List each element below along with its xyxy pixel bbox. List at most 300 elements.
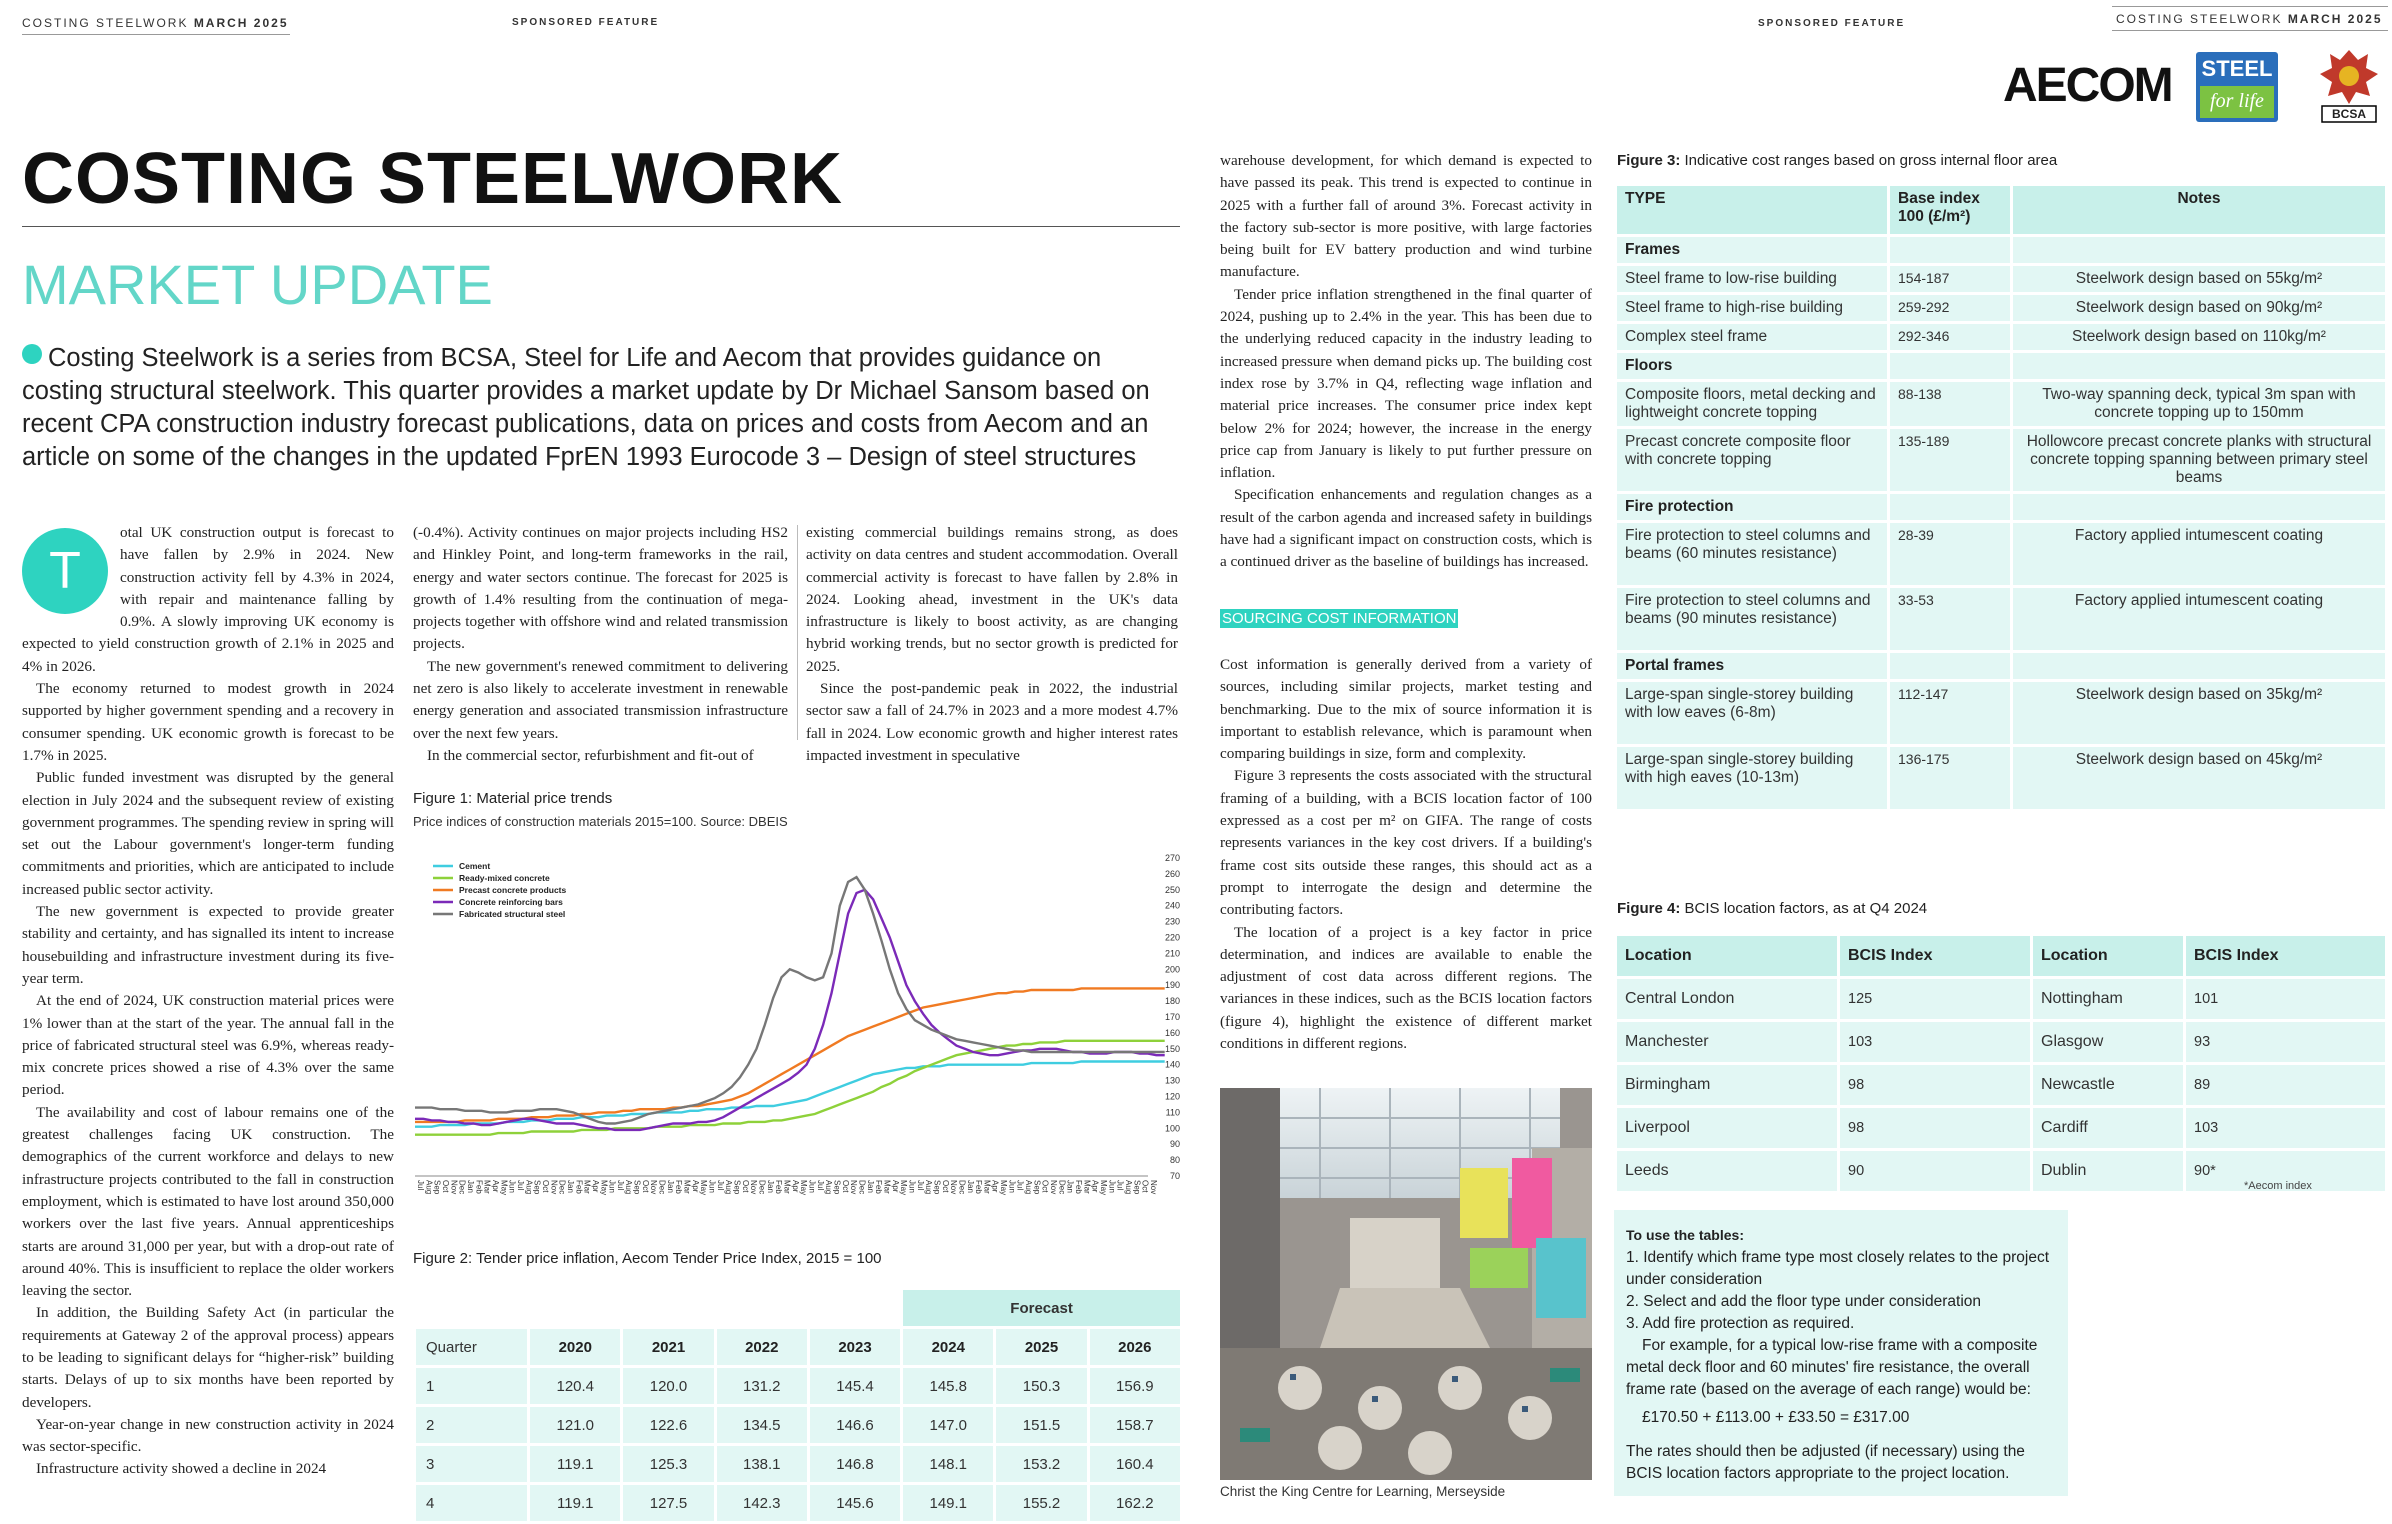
table-cell: 127.5: [623, 1485, 713, 1521]
section-label: Frames: [1617, 237, 1887, 263]
paragraph: Cost information is generally derived from a variety of sources, including similar projects, market testing and benchmarking. Due to the mix of source information it is important to establish relevance, which is paramount when comparing buildings in size, form and complexity.: [1220, 656, 1592, 763]
x-tick-label: Dec: [857, 1180, 867, 1195]
x-tick-label: Nov: [949, 1180, 959, 1195]
x-tick-label: Dec: [1057, 1180, 1067, 1195]
table-header-row: [1617, 936, 2385, 976]
x-tick-label: May: [699, 1180, 709, 1196]
aecom-logo: AECOM: [2003, 59, 2172, 112]
running-header-right: COSTING STEELWORK MARCH 2025: [2116, 12, 2383, 26]
how-to-box: [1614, 1210, 2068, 1496]
table-cell: 119.1: [530, 1446, 620, 1482]
table-cell: Steelwork design based on 55kg/m²: [2013, 266, 2385, 292]
table-cell: 125.3: [623, 1446, 713, 1482]
y-tick-label: 70: [1169, 1171, 1180, 1181]
table-cell: 138.1: [717, 1446, 807, 1482]
section-row: [1617, 653, 2385, 679]
x-tick-label: Oct: [1040, 1180, 1050, 1193]
table-cell: 147.0: [903, 1407, 993, 1443]
running-header-left: COSTING STEELWORK MARCH 2025: [22, 16, 289, 30]
table-cell: 259-292: [1890, 295, 2010, 321]
table-cell: 136-175: [1890, 747, 2010, 809]
x-tick-label: Oct: [440, 1180, 450, 1193]
paragraph: Tender price inflation strengthened in the final quarter of 2024, pushing up to 2.4% in the year. This has been due to the underlying reduced capacity in the industry leading to increased pressure when demand picks up. The building cost index rose by 3.7% in Q4, reflecting wage inflation and material price increases. The consumer price index kept below 2% for 2024; however, the increase in the energy price cap from January is likely to put further pressure on inflation.: [1220, 285, 1592, 482]
x-tick-label: Jun: [707, 1180, 717, 1193]
x-tick-label: May: [499, 1180, 509, 1196]
table-cell: Precast concrete composite floor with concrete topping: [1617, 429, 1887, 491]
x-tick-label: Jan: [965, 1180, 975, 1193]
table-cell: Dublin: [2033, 1151, 2183, 1191]
y-tick-label: 250: [1164, 884, 1180, 895]
table-cell: 162.2: [1090, 1485, 1180, 1521]
x-tick-label: Dec: [657, 1180, 667, 1195]
x-tick-label: Jan: [1065, 1180, 1075, 1193]
table-cell: 131.2: [717, 1368, 807, 1404]
x-tick-label: Oct: [740, 1180, 750, 1193]
forecast-label: Forecast: [903, 1290, 1180, 1326]
x-tick-label: Nov: [749, 1180, 759, 1195]
header-rule: [2112, 30, 2388, 31]
table-cell: Large-span single-storey building with high eaves (10-13m): [1617, 747, 1887, 809]
x-tick-label: Mar: [882, 1180, 892, 1194]
x-tick-label: May: [1099, 1180, 1109, 1196]
body-column-2: [413, 522, 788, 767]
x-tick-label: May: [599, 1180, 609, 1196]
x-tick-label: Oct: [940, 1180, 950, 1193]
table-cell: Steelwork design based on 110kg/m²: [2013, 324, 2385, 350]
table-cell: 2: [416, 1407, 527, 1443]
y-tick-label: 200: [1164, 964, 1180, 975]
table-cell: Factory applied intumescent coating: [2013, 588, 2385, 650]
sponsored-label-left: SPONSORED FEATURE: [512, 17, 660, 28]
paragraph: Since the post-pandemic peak in 2022, the industrial sector saw a fall of 24.7% in 2023 and a more modest 4.7% fall in 2024. Low economic growth and higher interest rates impacted investment in speculative: [806, 680, 1178, 764]
table-cell: Two-way spanning deck, typical 3m span with concrete topping up to 150mm: [2013, 382, 2385, 426]
y-tick-label: 130: [1164, 1075, 1180, 1086]
how-to-title: To use the tables:: [1626, 1227, 1744, 1243]
x-tick-label: Apr: [790, 1180, 800, 1193]
table-cell: 103: [1840, 1022, 2030, 1062]
section-row: [1617, 494, 2385, 520]
x-tick-label: Feb: [974, 1180, 984, 1194]
title-rule: [22, 226, 1180, 227]
table-cell: 4: [416, 1485, 527, 1521]
table-cell: 153.2: [996, 1446, 1086, 1482]
paragraph: In the commercial sector, refurbishment and fit-out of: [427, 746, 754, 764]
paragraph: The new government is expected to provide greater stability and certainty, and has signalled its intent to increase housebuilding and infrastructure investment during its five-year term.: [22, 903, 394, 987]
x-tick-label: Aug: [424, 1180, 434, 1195]
table-row: [1617, 747, 2385, 809]
table-row: [1617, 266, 2385, 292]
paragraph: At the end of 2024, UK construction material prices were 1% lower than at the start of the year. The annual fall in the price of fabricated structural steel was 6.9%, whereas ready-mix concrete prices showed a rise of 4.3% over the same period.: [22, 992, 394, 1099]
x-tick-label: Jul: [1115, 1180, 1125, 1191]
y-tick-label: 140: [1164, 1059, 1180, 1070]
table-cell: 145.6: [810, 1485, 900, 1521]
x-tick-label: Aug: [1024, 1180, 1034, 1195]
table-cell: 93: [2186, 1022, 2385, 1062]
column-header: Base index 100 (£/m²): [1890, 186, 2010, 234]
table-cell: 154-187: [1890, 266, 2010, 292]
table-cell: 120.4: [530, 1368, 620, 1404]
column-header: Location: [2033, 936, 2183, 976]
x-tick-label: Oct: [640, 1180, 650, 1193]
table-cell: Steel frame to high-rise building: [1617, 295, 1887, 321]
paragraph: Infrastructure activity showed a decline in 2024: [36, 1460, 327, 1478]
x-tick-label: Jul: [915, 1180, 925, 1191]
y-tick-label: 220: [1164, 932, 1180, 943]
x-tick-label: Jul: [815, 1180, 825, 1191]
table-row: [1617, 429, 2385, 491]
column-header: 2026: [1090, 1329, 1180, 1365]
table-row: [1617, 1022, 2385, 1062]
paragraph: existing commercial buildings remains strong, as does activity on data centres and student accommodation. Overall commercial activity is forecast to have fallen by 2.8% in 2024. Looking ahead, investment in the UK's data infrastructure is likely to boost activity, as are changing hybrid working trends, but no sector growth is predicted for 2025.: [806, 524, 1178, 675]
y-tick-label: 80: [1169, 1155, 1180, 1166]
x-tick-label: Aug: [724, 1180, 734, 1195]
body-column-1: [22, 522, 394, 1502]
table-cell: 98: [1840, 1065, 2030, 1105]
paragraph: The availability and cost of labour remains one of the greatest challenges facing UK construction. The demographics of the current workforce and delays to new infrastructure projects contributed to the fall in construction employment, which is estimated to have lost around 350,000 workers over the last five years. Annual apprenticeships starts are around 31,000 per year, but with a drop-out rate of around 40%. This is insufficient to replace the older workers leaving the sector.: [22, 1103, 394, 1300]
article-subtitle: MARKET UPDATE: [22, 253, 493, 316]
header-rule: [2112, 6, 2388, 7]
x-tick-label: Sep: [632, 1180, 642, 1195]
table-cell: Newcastle: [2033, 1065, 2183, 1105]
y-tick-label: 270: [1164, 853, 1180, 863]
x-tick-label: Jun: [907, 1180, 917, 1193]
x-tick-label: Jan: [665, 1180, 675, 1193]
table-cell: 3: [416, 1446, 527, 1482]
table-row: [1617, 295, 2385, 321]
table-cell: Steelwork design based on 45kg/m²: [2013, 747, 2385, 809]
y-tick-label: 190: [1164, 980, 1180, 991]
table-cell: 156.9: [1090, 1368, 1180, 1404]
x-tick-label: Sep: [832, 1180, 842, 1195]
how-to-sum: £170.50 + £113.00 + £33.50 = £317.00: [1642, 1409, 1910, 1426]
x-tick-label: Aug: [824, 1180, 834, 1195]
table-cell: Factory applied intumescent coating: [2013, 523, 2385, 585]
table-cell: Fire protection to steel columns and beams (60 minutes resistance): [1617, 523, 1887, 585]
x-tick-label: Nov: [1049, 1180, 1059, 1195]
section-heading-sourcing: SOURCING COST INFORMATION: [1222, 610, 1457, 627]
table-cell: 98: [1840, 1108, 2030, 1148]
article-title: COSTING STEELWORK: [22, 139, 844, 219]
legend-label: Precast concrete products: [459, 885, 567, 895]
x-tick-label: Jun: [507, 1180, 517, 1193]
x-tick-label: Aug: [524, 1180, 534, 1195]
x-tick-label: Dec: [957, 1180, 967, 1195]
x-tick-label: Sep: [732, 1180, 742, 1195]
table-row: [416, 1446, 1180, 1482]
body-column-4: [1220, 150, 1592, 574]
table-cell: Steelwork design based on 35kg/m²: [2013, 682, 2385, 744]
table-cell: 120.0: [623, 1368, 713, 1404]
column-header: Notes: [2013, 186, 2385, 234]
figure3-caption: Figure 3: Indicative cost ranges based on gross internal floor area: [1617, 152, 2058, 169]
column-header: 2022: [717, 1329, 807, 1365]
table-cell: 28-39: [1890, 523, 2010, 585]
body-column-4b: [1220, 654, 1592, 1055]
table-cell: 103: [2186, 1108, 2385, 1148]
column-header: BCIS Index: [1840, 936, 2030, 976]
table-cell: Leeds: [1617, 1151, 1837, 1191]
x-tick-label: Jul: [1015, 1180, 1025, 1191]
legend-label: Fabricated structural steel: [459, 909, 566, 919]
x-tick-label: Mar: [682, 1180, 692, 1194]
table-cell: 142.3: [717, 1485, 807, 1521]
paragraph: The economy returned to modest growth in 2024 supported by higher government spending and a recovery in consumer spending. UK economic growth is forecast to be 1.7% in 2025.: [22, 680, 394, 764]
x-tick-label: Oct: [1140, 1180, 1150, 1193]
x-tick-label: Jan: [465, 1180, 475, 1193]
table-cell: 90: [1840, 1151, 2030, 1191]
tender-price-table: [413, 1287, 1183, 1524]
body-column-3: [806, 522, 1178, 767]
table-cell: Manchester: [1617, 1022, 1837, 1062]
table-row: [1617, 588, 2385, 650]
table-cell: 146.6: [810, 1407, 900, 1443]
table-cell: Glasgow: [2033, 1022, 2183, 1062]
figure2-caption: Figure 2: Tender price inflation, Aecom Tender Price Index, 2015 = 100: [413, 1250, 882, 1267]
x-tick-label: Jan: [865, 1180, 875, 1193]
table-cell: Nottingham: [2033, 979, 2183, 1019]
column-divider: [797, 525, 798, 740]
x-tick-label: Jun: [607, 1180, 617, 1193]
x-tick-label: Sep: [1132, 1180, 1142, 1195]
table-cell: 121.0: [530, 1407, 620, 1443]
table-cell: 160.4: [1090, 1446, 1180, 1482]
legend-label: Cement: [459, 861, 491, 871]
y-tick-label: 240: [1164, 900, 1180, 911]
steel-for-life-logo: STEEL for life: [2196, 52, 2278, 122]
table-cell: 148.1: [903, 1446, 993, 1482]
x-tick-label: Nov: [449, 1180, 459, 1195]
figure4-footnote: *Aecom index: [2244, 1180, 2312, 1192]
table-row: [1617, 523, 2385, 585]
table-cell: 151.5: [996, 1407, 1086, 1443]
article-intro: Costing Steelwork is a series from BCSA, Steel for Life and Aecom that provides guidance on costing structural steelwork. This quarter provides a market update by Dr Michael Sansom based on recent CPA construction industry forecast publications, data on prices and costs from Aecom and an article on some of the changes in the updated FprEN 1993 Eurocode 3 – Design of steel structures: [22, 344, 1150, 471]
how-to-closing: The rates should then be adjusted (if necessary) using the BCIS location factors appropriate to the project location.: [1626, 1443, 2025, 1482]
series-line-3: [415, 890, 1165, 1130]
x-tick-label: Apr: [1090, 1180, 1100, 1193]
table-cell: 88-138: [1890, 382, 2010, 426]
y-tick-label: 180: [1164, 996, 1180, 1007]
x-tick-label: Aug: [624, 1180, 634, 1195]
x-tick-label: Jul: [715, 1180, 725, 1191]
table-row: [416, 1485, 1180, 1521]
x-tick-label: Apr: [890, 1180, 900, 1193]
x-tick-label: Jul: [416, 1180, 425, 1191]
column-header: 2023: [810, 1329, 900, 1365]
table-cell: Cardiff: [2033, 1108, 2183, 1148]
x-tick-label: Jan: [565, 1180, 575, 1193]
y-tick-label: 100: [1164, 1123, 1180, 1134]
material-price-chart: [413, 848, 1188, 1218]
bcis-location-table: [1614, 933, 2388, 1194]
x-tick-label: Apr: [990, 1180, 1000, 1193]
table-cell: Hollowcore precast concrete planks with structural concrete topping spanning between primary steel beams: [2013, 429, 2385, 491]
x-tick-label: Feb: [874, 1180, 884, 1194]
paragraph: warehouse development, for which demand is expected to have passed its peak. This trend is expected to continue in 2025 with a further fall of around 3%. Forecast activity in the factory sub-sector is more positive, with large factories being built for EV battery production and wind turbine manufacture.: [1220, 152, 1592, 281]
column-header: 2024: [903, 1329, 993, 1365]
x-tick-label: Mar: [482, 1180, 492, 1194]
photo-caption: Christ the King Centre for Learning, Merseyside: [1220, 1484, 1506, 1499]
y-tick-label: 160: [1164, 1027, 1180, 1038]
x-tick-label: Feb: [1074, 1180, 1084, 1194]
x-tick-label: Nov: [649, 1180, 659, 1195]
table-cell: 119.1: [530, 1485, 620, 1521]
x-tick-label: Sep: [932, 1180, 942, 1195]
x-tick-label: Jun: [1107, 1180, 1117, 1193]
section-label: Portal frames: [1617, 653, 1887, 679]
x-tick-label: Feb: [774, 1180, 784, 1194]
x-tick-label: Mar: [982, 1180, 992, 1194]
table-cell: Fire protection to steel columns and beams (90 minutes resistance): [1617, 588, 1887, 650]
table-cell: Steel frame to low-rise building: [1617, 266, 1887, 292]
x-tick-label: Feb: [574, 1180, 584, 1194]
table-cell: Steelwork design based on 90kg/m²: [2013, 295, 2385, 321]
x-tick-label: Nov: [849, 1180, 859, 1195]
table-cell: Large-span single-storey building with low eaves (6-8m): [1617, 682, 1887, 744]
x-tick-label: Jun: [1007, 1180, 1017, 1193]
table-cell: Central London: [1617, 979, 1837, 1019]
x-tick-label: Aug: [924, 1180, 934, 1195]
x-tick-label: Feb: [474, 1180, 484, 1194]
table-cell: 145.8: [903, 1368, 993, 1404]
how-to-step: 2. Select and add the floor type under consideration: [1626, 1293, 1982, 1310]
x-tick-label: Apr: [490, 1180, 500, 1193]
x-tick-label: Feb: [674, 1180, 684, 1194]
table-cell: 125: [1840, 979, 2030, 1019]
legend-label: Ready-mixed concrete: [459, 873, 550, 883]
drop-cap: T: [22, 528, 108, 614]
paragraph: The location of a project is a key factor in price determination, and indices are available to enable the adjustment of cost data across different regions. The variances in these indices, such as the BCIS location factors (figure 4), highlight the existence of different market conditions in different regions.: [1220, 923, 1592, 1053]
header-rule: [22, 34, 290, 35]
table-row: [1617, 324, 2385, 350]
table-cell: 146.8: [810, 1446, 900, 1482]
y-tick-label: 110: [1165, 1107, 1180, 1118]
section-row: [1617, 353, 2385, 379]
table-cell: 150.3: [996, 1368, 1086, 1404]
x-tick-label: Jun: [807, 1180, 817, 1193]
paragraph: In addition, the Building Safety Act (in particular the requirements at Gateway 2 of the approval process) appears to be leading to significant delays for “higher-risk” building starts. Delays of up to six months have been reported by developers.: [22, 1304, 394, 1411]
table-cell: 112-147: [1890, 682, 2010, 744]
x-tick-label: Oct: [540, 1180, 550, 1193]
section-label: Fire protection: [1617, 494, 1887, 520]
how-to-step: 3. Add fire protection as required.: [1626, 1315, 1855, 1332]
table-cell: 101: [2186, 979, 2385, 1019]
x-tick-label: Jul: [515, 1180, 525, 1191]
table-row: [1617, 682, 2385, 744]
y-tick-label: 120: [1164, 1091, 1180, 1102]
y-tick-label: 230: [1164, 916, 1180, 927]
table-cell: 33-53: [1890, 588, 2010, 650]
x-tick-label: Jul: [615, 1180, 625, 1191]
table-row: [1617, 1108, 2385, 1148]
bullet-dot-icon: [22, 344, 42, 364]
x-tick-label: Sep: [532, 1180, 542, 1195]
table-cell: 122.6: [623, 1407, 713, 1443]
x-tick-label: Mar: [1082, 1180, 1092, 1194]
column-header: BCIS Index: [2186, 936, 2385, 976]
column-header: 2020: [530, 1329, 620, 1365]
x-tick-label: Jan: [765, 1180, 775, 1193]
y-tick-label: 150: [1164, 1043, 1180, 1054]
table-cell: Liverpool: [1617, 1108, 1837, 1148]
x-tick-label: Apr: [590, 1180, 600, 1193]
table-row: [1617, 979, 2385, 1019]
x-tick-label: Dec: [557, 1180, 567, 1195]
x-tick-label: Dec: [457, 1180, 467, 1195]
figure4-caption: Figure 4: BCIS location factors, as at Q4 2024: [1617, 900, 1928, 917]
table-header-row: [1617, 186, 2385, 234]
x-tick-label: Nov: [1149, 1180, 1158, 1195]
column-header: Quarter: [416, 1329, 527, 1365]
x-tick-label: Mar: [782, 1180, 792, 1194]
table-row: [416, 1368, 1180, 1404]
x-tick-label: May: [999, 1180, 1009, 1196]
y-tick-label: 170: [1164, 1012, 1180, 1022]
x-tick-label: Dec: [757, 1180, 767, 1195]
y-tick-label: 260: [1164, 868, 1180, 879]
table-header-row: [416, 1329, 1180, 1365]
atrium-photo: [1220, 1088, 1592, 1480]
paragraph: Figure 3 represents the costs associated with the structural framing of a building, with a BCIS location factor of 100 expressed as a cost per m² on GIFA. The range of costs represents variances in the key cost drivers. If a building's frame cost sits outside these ranges, this should act as a prompt to interrogate the design and determine the contributing factors.: [1220, 767, 1592, 919]
how-to-example: For example, for a typical low-rise frame with a composite metal deck floor and 60 minutes' fire resistance, the overall frame rate (based on the average of each range) would be:: [1626, 1337, 2038, 1398]
x-tick-label: Aug: [1124, 1180, 1134, 1195]
paragraph: (-0.4%). Activity continues on major projects including HS2 and Hinkley Point, and long-term frameworks in the rail, energy and water sectors continue. The forecast for 2025 is growth of 1.4% resulting from the continuation of mega-projects together with offshore wind and related transmission projects.: [413, 524, 788, 653]
x-tick-label: May: [799, 1180, 809, 1196]
table-row: [416, 1407, 1180, 1443]
table-cell: 134.5: [717, 1407, 807, 1443]
table-cell: 145.4: [810, 1368, 900, 1404]
paragraph: otal UK construction output is forecast to have fallen by 2.9% in 2024. New construction activity fell by 4.3% in 2024, with repair and maintenance falling by 0.9%. A slowly improving UK economy is expected to yield construction growth of 2.1% in 2025 and 4% in 2026.: [22, 524, 394, 675]
table-cell: 90*: [2186, 1151, 2385, 1191]
column-header: TYPE: [1617, 186, 1887, 234]
column-header: 2021: [623, 1329, 713, 1365]
paragraph: Specification enhancements and regulation changes as a result of the carbon agenda and increased safety in buildings have had a significant impact on construction costs, which is a continued driver as the baseline of buildings has increased.: [1220, 486, 1592, 571]
table-cell: 292-346: [1890, 324, 2010, 350]
y-tick-label: 90: [1169, 1139, 1180, 1150]
table-cell: Complex steel frame: [1617, 324, 1887, 350]
paragraph: Public funded investment was disrupted by the general election in July 2024 and the subsequent review of existing government programmes. The spending review in spring will set out the Labour government's longer-term funding commitments and priorities, which are anticipated to include increased public sector activity.: [22, 769, 394, 898]
x-tick-label: Sep: [1032, 1180, 1042, 1195]
table-cell: 1: [416, 1368, 527, 1404]
table-cell: 155.2: [996, 1485, 1086, 1521]
figure1-caption: Figure 1: Material price trends: [413, 790, 613, 807]
table-cell: Birmingham: [1617, 1065, 1837, 1105]
x-tick-label: Nov: [549, 1180, 559, 1195]
x-tick-label: Apr: [690, 1180, 700, 1193]
table-cell: Composite floors, metal decking and lightweight concrete topping: [1617, 382, 1887, 426]
sponsored-label-right: SPONSORED FEATURE: [1758, 18, 1906, 29]
x-tick-label: Oct: [840, 1180, 850, 1193]
x-tick-label: Mar: [582, 1180, 592, 1194]
column-header: 2025: [996, 1329, 1086, 1365]
bcsa-logo: BCSA: [2312, 44, 2386, 126]
table-row: [1617, 382, 2385, 426]
figure1-subcaption: Price indices of construction materials 2015=100. Source: DBEIS: [413, 814, 788, 829]
table-row: [1617, 1065, 2385, 1105]
section-row: [1617, 237, 2385, 263]
how-to-step: 1. Identify which frame type most closely relates to the project under consideration: [1626, 1249, 2049, 1288]
table-cell: 135-189: [1890, 429, 2010, 491]
paragraph: The new government's renewed commitment to delivering net zero is also likely to accelerate investment in renewable energy generation and associated transmission infrastructure over the next few years.: [413, 657, 788, 742]
paragraph: Year-on-year change in new construction activity in 2024 was sector-specific.: [22, 1415, 394, 1456]
legend-label: Concrete reinforcing bars: [459, 897, 563, 907]
cost-range-table: [1614, 183, 2388, 812]
table-cell: 89: [2186, 1065, 2385, 1105]
x-tick-label: Sep: [432, 1180, 442, 1195]
section-label: Floors: [1617, 353, 1887, 379]
table-cell: 158.7: [1090, 1407, 1180, 1443]
column-header: Location: [1617, 936, 1837, 976]
y-tick-label: 210: [1164, 948, 1180, 959]
